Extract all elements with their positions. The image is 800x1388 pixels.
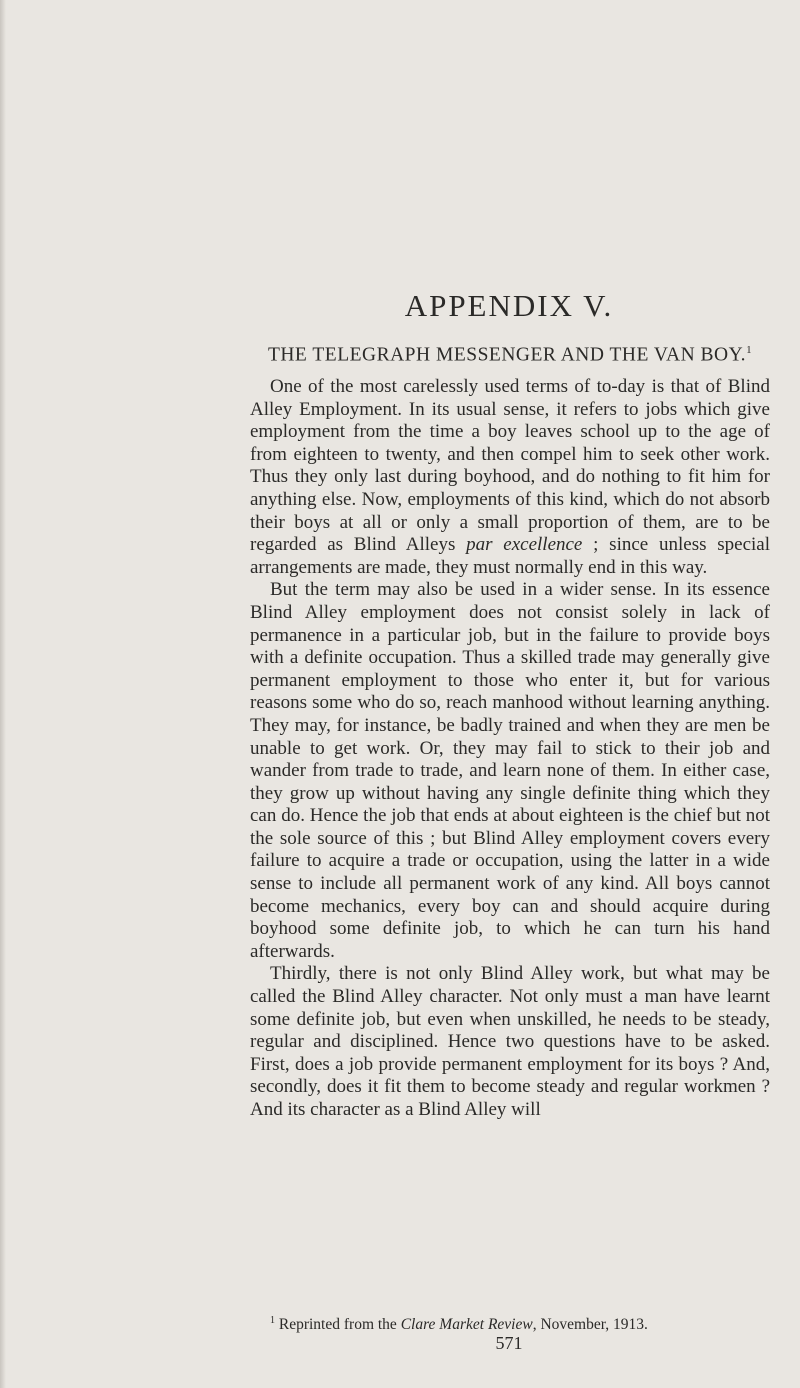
page-edge bbox=[0, 0, 6, 1388]
appendix-title: APPENDIX V. bbox=[404, 288, 614, 323]
page-number: 571 bbox=[495, 1333, 523, 1353]
paragraph-2: But the term may also be used in a wider sense. In its essence Blind Alley employment does not consist solely in lack of permanence in a particular job, but in the failure to provide boys with a definite occupation. Thus a skilled trade may generally give permanent employment to those who enter it, but for various reasons some who do so, reach manhood without learning anything. They may, for instance, be badly trained and when they are men be unable to get work. Or, they may fail to stick to their job and wander from trade to trade, and learn none of them. In either case, they grow up without having any single definite thing which they can do. Hence the job that ends at about eighteen is the chief but not the sole source of this ; but Blind Alley employment covers every failure to acquire a trade or occupation, using the latter in a wide sense to include all permanent work of any kind. All boys cannot become mechanics, every boy can and should acquire during boyhood some definite job, to which he can turn his hand afterwards. bbox=[250, 579, 770, 962]
body-text bbox=[250, 376, 770, 1122]
paragraph-3: Thirdly, there is not only Blind Alley work, but what may be called the Blind Alley character. Not only must a man have learnt some definite job, but even when unskilled, he needs to be steady, regular and disciplined. Hence two questions have to be asked. First, does a job provide permanent employment for its boys ? And, secondly, does it fit them to become steady and regular workmen ? And its character as a Blind Alley will bbox=[250, 963, 770, 1120]
chapter-title-text: THE TELEGRAPH MESSENGER AND THE VAN BOY. bbox=[267, 344, 747, 366]
footnote-marker: 1 bbox=[270, 1315, 275, 1326]
footnote-reference: 1 bbox=[746, 344, 753, 356]
italic-phrase: par excellence bbox=[466, 534, 583, 556]
footnote-source: Clare Market Review bbox=[400, 1316, 533, 1334]
chapter-title bbox=[250, 337, 770, 369]
paragraph-1: One of the most carelessly used terms of to-day is that of Blind Alley Employment. In its usual sense, it refers to jobs which give employment from the time a boy leaves school up to the age of from eighteen to twenty, and then compel him to seek other work. Thus they only last during boyhood, and do nothing to fit him for anything else. Now, employments of this kind, which do not absorb their boys at all or only a small proportion of them, are to be regarded as Blind Alleys par excellence ; since unless special arrangements are made, they must normally end in this way. bbox=[250, 376, 770, 578]
footnote: $^1$ Reprinted from the Clare Market Review, November, 1913. bbox=[270, 1315, 648, 1334]
